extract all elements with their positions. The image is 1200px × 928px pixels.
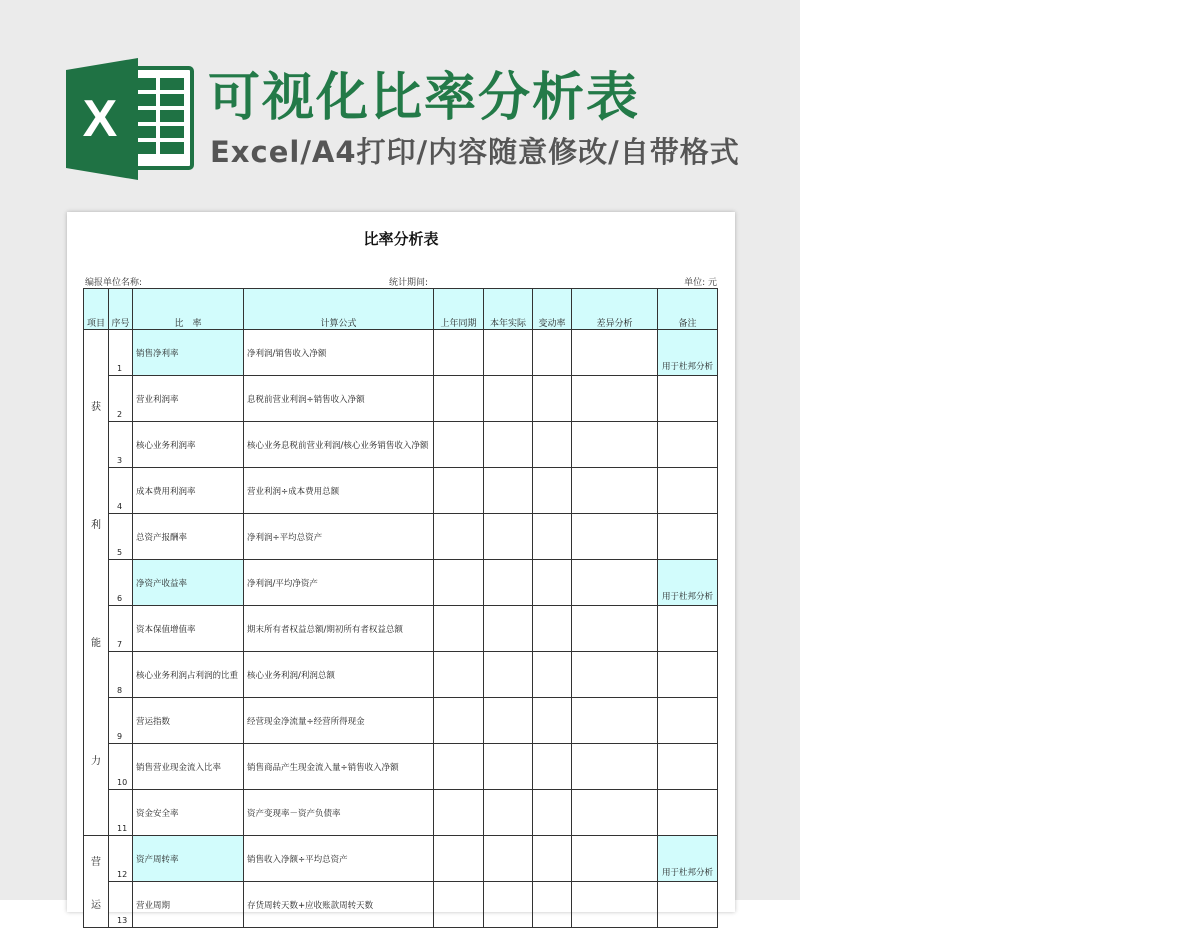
change-rate-cell[interactable]: [533, 882, 572, 928]
header-cell: 变动率: [533, 289, 572, 330]
row-number-cell[interactable]: 11: [109, 790, 133, 836]
row-number-cell[interactable]: 12: [109, 836, 133, 882]
prior-year-cell[interactable]: [434, 652, 484, 698]
prior-year-cell[interactable]: [434, 790, 484, 836]
formula-cell[interactable]: 核心业务息税前营业利润/核心业务销售收入净额: [244, 422, 434, 468]
prior-year-cell[interactable]: [434, 744, 484, 790]
remark-cell[interactable]: [658, 652, 718, 698]
change-rate-cell[interactable]: [533, 330, 572, 376]
ratio-table: [83, 288, 718, 928]
header-cell: 备注: [658, 289, 718, 330]
category-char: 运: [91, 899, 101, 911]
remark-cell[interactable]: 用于杜邦分析: [658, 560, 718, 606]
formula-cell[interactable]: 存货周转天数+应收账款周转天数: [244, 882, 434, 928]
ratio-name-cell[interactable]: 资本保值增值率: [133, 606, 244, 652]
change-rate-cell[interactable]: [533, 376, 572, 422]
table-row: [84, 330, 718, 376]
sheet-title: 比率分析表: [363, 230, 439, 248]
remark-cell[interactable]: [658, 790, 718, 836]
row-number-cell[interactable]: 13: [109, 882, 133, 928]
table-row: [84, 790, 718, 836]
current-year-cell[interactable]: [484, 560, 533, 606]
current-year-cell[interactable]: [484, 744, 533, 790]
current-year-cell[interactable]: [484, 836, 533, 882]
table-row: [84, 652, 718, 698]
formula-cell[interactable]: 息税前营业利润÷销售收入净额: [244, 376, 434, 422]
remark-cell[interactable]: [658, 698, 718, 744]
header-cell: 本年实际: [484, 289, 533, 330]
meta-currency: 单位: 元: [684, 278, 717, 288]
remark-cell[interactable]: [658, 882, 718, 928]
ratio-name-cell[interactable]: 资产周转率: [133, 836, 244, 882]
header-cell: 比 率: [133, 289, 244, 330]
change-rate-cell[interactable]: [533, 836, 572, 882]
table-row: [84, 422, 718, 468]
current-year-cell[interactable]: [484, 514, 533, 560]
change-rate-cell[interactable]: [533, 698, 572, 744]
prior-year-cell[interactable]: [434, 698, 484, 744]
change-rate-cell[interactable]: [533, 468, 572, 514]
ratio-name-cell[interactable]: 销售营业现金流入比率: [133, 744, 244, 790]
table-row: [84, 698, 718, 744]
table-row: [84, 744, 718, 790]
excel-logo-icon: [66, 58, 194, 180]
formula-cell[interactable]: 核心业务利润/利润总额: [244, 652, 434, 698]
row-number-cell[interactable]: 3: [109, 422, 133, 468]
row-number-cell[interactable]: 7: [109, 606, 133, 652]
category-char: 获: [91, 401, 101, 413]
category-char: 利: [91, 519, 101, 531]
category-char: 能: [91, 638, 101, 650]
change-rate-cell[interactable]: [533, 422, 572, 468]
variance-analysis-cell[interactable]: [572, 376, 658, 422]
row-number-cell[interactable]: 4: [109, 468, 133, 514]
row-number-cell[interactable]: 10: [109, 744, 133, 790]
variance-analysis-cell[interactable]: [572, 836, 658, 882]
remark-cell[interactable]: [658, 468, 718, 514]
table-row: [84, 836, 718, 882]
meta-unit-name: 编报单位名称:: [85, 278, 143, 288]
ratio-name-cell[interactable]: 资金安全率: [133, 790, 244, 836]
current-year-cell[interactable]: [484, 882, 533, 928]
logo-letter: X: [82, 90, 118, 148]
row-number-cell[interactable]: 8: [109, 652, 133, 698]
formula-cell[interactable]: 销售收入净额÷平均总资产: [244, 836, 434, 882]
header-cell: 项目: [84, 289, 109, 330]
row-number-cell[interactable]: 6: [109, 560, 133, 606]
header-cell: 序号: [109, 289, 133, 330]
formula-cell[interactable]: 营业利润÷成本费用总额: [244, 468, 434, 514]
header-row: [84, 289, 718, 330]
ratio-name-cell[interactable]: 总资产报酬率: [133, 514, 244, 560]
row-number-cell[interactable]: 2: [109, 376, 133, 422]
variance-analysis-cell[interactable]: [572, 790, 658, 836]
prior-year-cell[interactable]: [434, 376, 484, 422]
change-rate-cell[interactable]: [533, 790, 572, 836]
row-number-cell[interactable]: 5: [109, 514, 133, 560]
prior-year-cell[interactable]: [434, 882, 484, 928]
ratio-name-cell[interactable]: 核心业务利润率: [133, 422, 244, 468]
remark-cell[interactable]: [658, 376, 718, 422]
variance-analysis-cell[interactable]: [572, 652, 658, 698]
header-cell: 计算公式: [244, 289, 434, 330]
change-rate-cell[interactable]: [533, 514, 572, 560]
formula-cell[interactable]: 销售商品产生现金流入量÷销售收入净额: [244, 744, 434, 790]
current-year-cell[interactable]: [484, 422, 533, 468]
prior-year-cell[interactable]: [434, 606, 484, 652]
variance-analysis-cell[interactable]: [572, 606, 658, 652]
formula-cell[interactable]: 经营现金净流量÷经营所得现金: [244, 698, 434, 744]
formula-cell[interactable]: 期末所有者权益总额/期初所有者权益总额: [244, 606, 434, 652]
variance-analysis-cell[interactable]: [572, 882, 658, 928]
spreadsheet-preview: [67, 212, 735, 925]
current-year-cell[interactable]: [484, 606, 533, 652]
variance-analysis-cell[interactable]: [572, 422, 658, 468]
category-char: 营: [91, 856, 101, 868]
variance-analysis-cell[interactable]: [572, 514, 658, 560]
hero-title: 可视化比率分析表: [208, 68, 641, 128]
ratio-name-cell[interactable]: 净资产收益率: [133, 560, 244, 606]
remark-cell[interactable]: [658, 422, 718, 468]
table-row: [84, 376, 718, 422]
ratio-name-cell[interactable]: 营业周期: [133, 882, 244, 928]
current-year-cell[interactable]: [484, 376, 533, 422]
remark-cell[interactable]: 用于杜邦分析: [658, 330, 718, 376]
remark-cell[interactable]: [658, 606, 718, 652]
change-rate-cell[interactable]: [533, 606, 572, 652]
table-row: [84, 606, 718, 652]
current-year-cell[interactable]: [484, 698, 533, 744]
prior-year-cell[interactable]: [434, 836, 484, 882]
variance-analysis-cell[interactable]: [572, 330, 658, 376]
current-year-cell[interactable]: [484, 652, 533, 698]
change-rate-cell[interactable]: [533, 652, 572, 698]
table-row: [84, 468, 718, 514]
current-year-cell[interactable]: [484, 790, 533, 836]
prior-year-cell[interactable]: [434, 330, 484, 376]
remark-cell[interactable]: 用于杜邦分析: [658, 836, 718, 882]
hero-subtitle: Excel/A4打印/内容随意修改/自带格式: [210, 135, 740, 169]
ratio-name-cell[interactable]: 营运指数: [133, 698, 244, 744]
formula-cell[interactable]: 资产变现率－资产负债率: [244, 790, 434, 836]
variance-analysis-cell[interactable]: [572, 698, 658, 744]
header-cell: 上年同期: [434, 289, 484, 330]
formula-cell[interactable]: 净利润/平均净资产: [244, 560, 434, 606]
table-row: [84, 514, 718, 560]
formula-cell[interactable]: 净利润÷平均总资产: [244, 514, 434, 560]
category-cell: [84, 330, 109, 836]
change-rate-cell[interactable]: [533, 560, 572, 606]
remark-cell[interactable]: [658, 514, 718, 560]
ratio-name-cell[interactable]: 销售净利率: [133, 330, 244, 376]
variance-analysis-cell[interactable]: [572, 468, 658, 514]
prior-year-cell[interactable]: [434, 468, 484, 514]
ratio-name-cell[interactable]: 营业利润率: [133, 376, 244, 422]
current-year-cell[interactable]: [484, 330, 533, 376]
row-number-cell[interactable]: 1: [109, 330, 133, 376]
table-row: [84, 882, 718, 928]
prior-year-cell[interactable]: [434, 422, 484, 468]
variance-analysis-cell[interactable]: [572, 560, 658, 606]
ratio-name-cell[interactable]: 核心业务利润占利润的比重: [133, 652, 244, 698]
table-row: [84, 560, 718, 606]
category-char: 力: [91, 756, 101, 768]
change-rate-cell[interactable]: [533, 744, 572, 790]
formula-cell[interactable]: 净利润/销售收入净额: [244, 330, 434, 376]
meta-period: 统计期间:: [389, 278, 429, 288]
header-cell: 差异分析: [572, 289, 658, 330]
ratio-name-cell[interactable]: 成本费用利润率: [133, 468, 244, 514]
prior-year-cell[interactable]: [434, 514, 484, 560]
remark-cell[interactable]: [658, 744, 718, 790]
prior-year-cell[interactable]: [434, 560, 484, 606]
row-number-cell[interactable]: 9: [109, 698, 133, 744]
category-cell: [84, 836, 109, 928]
current-year-cell[interactable]: [484, 468, 533, 514]
variance-analysis-cell[interactable]: [572, 744, 658, 790]
